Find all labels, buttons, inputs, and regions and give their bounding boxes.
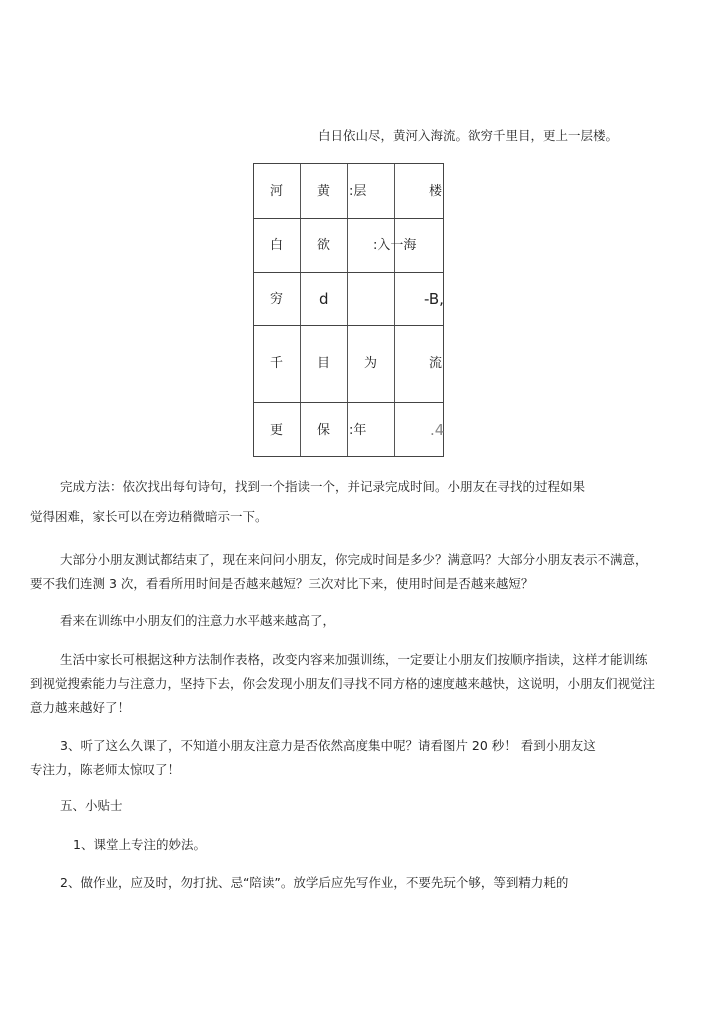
- grid-cell: 为: [364, 356, 378, 371]
- grid-cell: 河: [270, 184, 284, 199]
- poem-grid-table: [253, 163, 444, 457]
- grid-cell: .4: [430, 421, 445, 439]
- grid-cell: 穷: [270, 292, 284, 307]
- grid-cell: -B,: [424, 290, 444, 308]
- grid-cell: 白: [270, 238, 284, 253]
- grid-cell: d: [319, 290, 329, 308]
- tip-item: 1、课堂上专注的妙法。: [73, 837, 206, 852]
- grid-cell: 千: [270, 356, 284, 371]
- paragraph-line: 要不我们连测 3 次，看看所用时间是否越来越短？三次对比下来，使用时间是否越来越短？: [30, 576, 534, 591]
- grid-cell: :年: [349, 423, 367, 438]
- section-heading: 五、小贴士: [60, 798, 123, 813]
- paragraph-line: 生活中家长可根据这种方法制作表格，改变内容来加强训练，一定要让小朋友们按顺序指读，这样才能训练: [60, 652, 648, 667]
- paragraph-line: 大部分小朋友测试都结束了，现在来问问小朋友，你完成时间是多少？满意吗？大部分小朋友表示不满意，: [60, 552, 648, 567]
- paragraph-line: 意力越来越好了！: [30, 700, 131, 715]
- paragraph-line: 觉得困难，家长可以在旁边稍微暗示一下。: [30, 509, 268, 524]
- grid-cell: :层: [349, 184, 367, 199]
- grid-cell: :入一海: [373, 238, 417, 253]
- grid-cell: 黄: [317, 184, 331, 199]
- grid-cell: 流: [429, 356, 443, 371]
- paragraph-line: 到视觉搜索能力与注意力，坚持下去，你会发现小朋友们寻找不同方格的速度越来越快，这说明，小朋友们视觉注: [30, 676, 656, 691]
- paragraph-line: 专注力，陈老师太惊叹了！: [30, 762, 181, 777]
- grid-cell: 目: [317, 356, 331, 371]
- paragraph-line: 看来在训练中小朋友们的注意力水平越来越高了，: [60, 613, 336, 628]
- tip-item: 2、做作业，应及时，勿打扰、忌“陪读”。放学后应先写作业，不要先玩个够，等到精力耗的: [60, 875, 569, 890]
- paragraph-line: 3、听了这么久课了，不知道小朋友注意力是否依然高度集中呢？请看图片 20 秒！ 看到小朋友这: [60, 738, 596, 753]
- grid-cell: 保: [317, 423, 331, 438]
- grid-cell: 更: [270, 423, 284, 438]
- grid-cell: 楼: [429, 184, 443, 199]
- paragraph-line: 完成方法：依次找出每句诗句，找到一个指读一个，并记录完成时间。小朋友在寻找的过程如果: [60, 479, 586, 494]
- grid-cell: 欲: [317, 238, 331, 253]
- poem-line: 白日依山尽，黄河入海流。欲穷千里目，更上一层楼。: [318, 128, 619, 143]
